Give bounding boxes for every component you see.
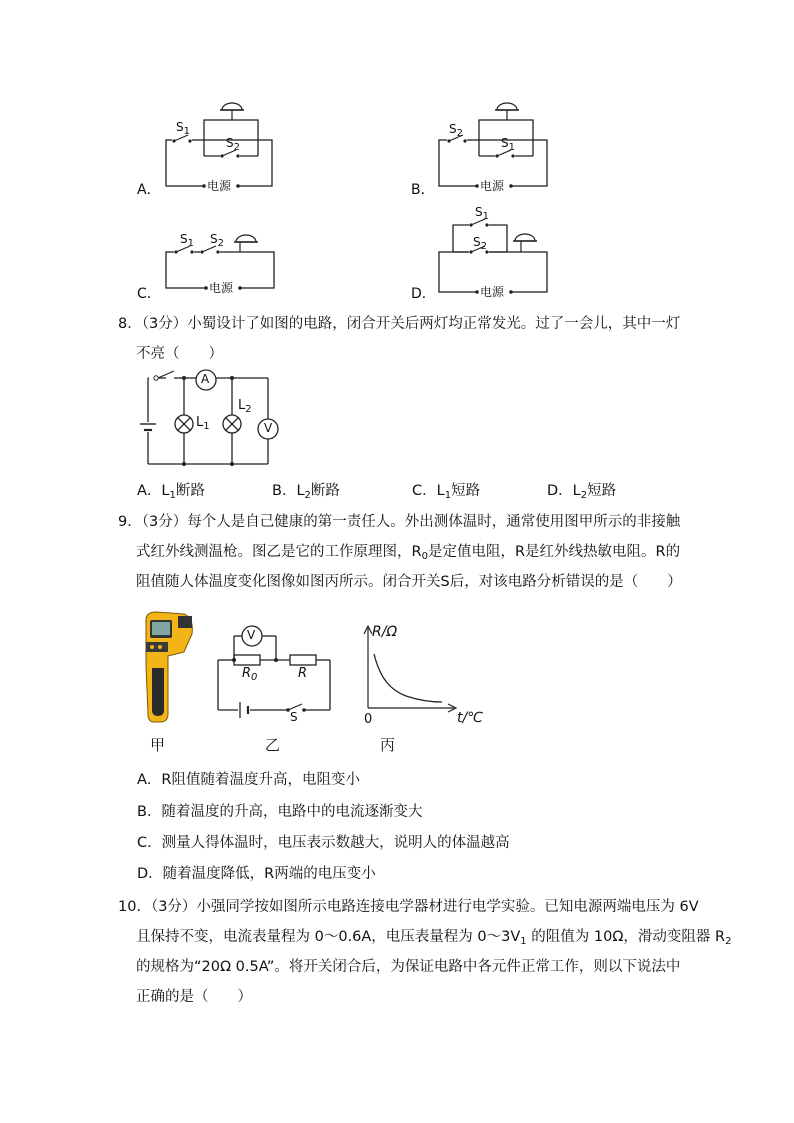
option-b-letter: B． — [411, 182, 435, 198]
q8-circuit-figure — [138, 368, 288, 468]
voltmeter-label: V — [247, 628, 256, 642]
voltmeter-label: V — [264, 421, 273, 435]
switch-label-s2: $S_2$ — [473, 235, 487, 252]
q9-figure-jia — [138, 606, 198, 724]
switch-label-s2: $S_2$ — [449, 122, 463, 139]
figure-label-jia: 甲 — [150, 736, 166, 754]
q8-option-a[interactable]: A．$L_1$断路 — [137, 483, 205, 501]
q9-option-d[interactable]: D．随着温度降低，R两端的电压变小 — [137, 866, 376, 882]
q9-stem-line1: 9．（3分）每个人是自己健康的第一责任人。外出测体温时，通常使用图甲所示的非接触 — [118, 514, 681, 530]
figure-label-yi: 乙 — [265, 736, 281, 754]
power-source-label: 电源 — [207, 179, 232, 193]
q8-option-c[interactable]: C．$L_1$短路 — [412, 483, 481, 501]
origin-label: 0 — [364, 712, 373, 727]
q9-stem-line3: 阻值随人体温度变化图像如图丙所示。闭合开关S后，对该电路分析错误的是（ ） — [136, 574, 682, 590]
q9-option-a[interactable]: A．R阻值随着温度升高，电阻变小 — [137, 772, 360, 788]
resistor-r-label: R — [298, 666, 308, 681]
option-a-letter: A． — [137, 182, 161, 198]
switch-label-s2: $S_2$ — [226, 136, 240, 153]
q10-stem-line3: 的规格为“20Ω 0.5A”。将开关闭合后，为保证电路中各元件正常工作，则以下说法中 — [136, 959, 681, 975]
q8-stem-line1: 8．（3分）小蜀设计了如图的电路，闭合开关后两灯均正常发光。过了一会儿，其中一灯 — [118, 316, 681, 332]
q9-option-b[interactable]: B．随着温度的升高，电路中的电流逐渐变大 — [137, 804, 423, 820]
q9-figure-yi — [208, 616, 338, 726]
q10-stem-line1: 10．（3分）小强同学按如图所示电路连接电学器材进行电学实验。已知电源两端电压为 6V — [118, 899, 699, 915]
figure-label-bing: 丙 — [380, 736, 396, 754]
switch-label-s1: $S_1$ — [475, 205, 489, 222]
switch-label-s1: $S_1$ — [176, 120, 190, 137]
power-source-label: 电源 — [480, 285, 505, 299]
option-d-letter: D． — [411, 286, 436, 302]
power-source-label: 电源 — [480, 179, 505, 193]
y-axis-label: R/Ω — [372, 624, 398, 640]
switch-label-s1: $S_1$ — [501, 136, 515, 153]
switch-s-label: S — [290, 710, 298, 724]
option-c-letter: C． — [137, 286, 161, 302]
resistance-curve — [374, 654, 442, 702]
switch-label-s1: $S_1$ — [180, 232, 194, 249]
ammeter-label: A — [201, 372, 210, 386]
lamp-l1-label: $L_1$ — [196, 415, 210, 432]
q8-stem-line2: 不亮（ ） — [136, 346, 223, 362]
q9-option-c[interactable]: C．测量人得体温时，电压表示数越大，说明人的体温越高 — [137, 835, 510, 851]
power-source-label: 电源 — [209, 281, 234, 295]
switch-label-s2: $S_2$ — [210, 232, 224, 249]
resistor-r0-label: $R_0$ — [242, 666, 258, 683]
q8-option-d[interactable]: D．$L_2$短路 — [547, 483, 617, 501]
q9-stem-line2: 式红外线测温枪。图乙是它的工作原理图，$R_0$是定值电阻，R是红外线热敏电阻。R的 — [136, 544, 681, 562]
x-axis-label: t/℃ — [457, 710, 483, 726]
q9-figure-bing — [350, 620, 500, 730]
q10-stem-line2: 且保持不变，电流表量程为 0～0.6A，电压表量程为 $0\sim 3V_1$ 的阻值为 10Ω，滑动变阻器 $R_2$ — [136, 929, 732, 947]
q8-option-b[interactable]: B．$L_2$断路 — [272, 483, 340, 501]
infrared-thermometer-image — [138, 606, 198, 724]
q8-circuit-diagram — [138, 368, 288, 468]
q9-circuit-diagram — [208, 616, 338, 726]
q10-stem-line4: 正确的是（ ） — [136, 989, 252, 1005]
lamp-l2-label: $L_2$ — [238, 398, 252, 415]
